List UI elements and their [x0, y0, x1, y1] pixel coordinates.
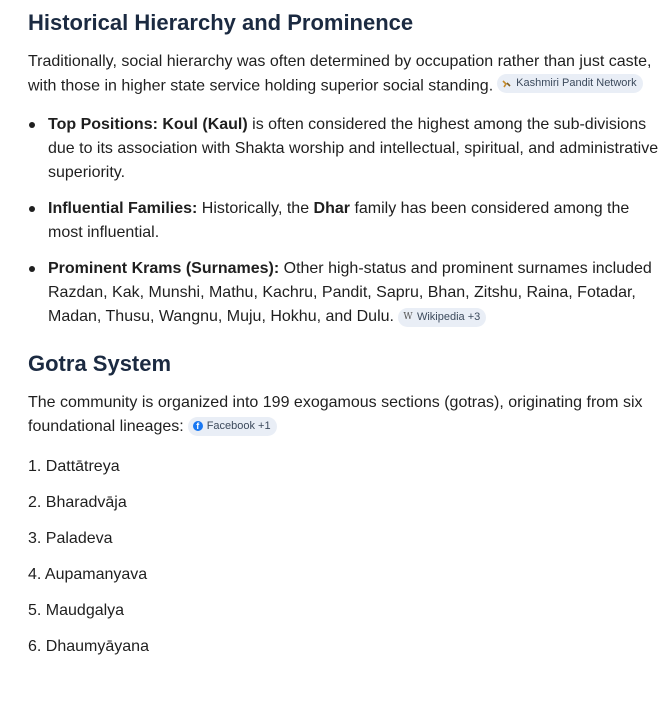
- section-heading-gotra: Gotra System: [28, 350, 172, 376]
- list-item: 4. Aupamanyava: [28, 565, 148, 583]
- bullet-text: Other high-status and prominent surnames included Razdan, Kak, Munshi, Mathu, Kachru, Pandit, Sapru, Bhan, Zitshu, Raina, Fotadar, Madan, Thusu, Wangnu, Muju, Hokhu, and Dulu.: [48, 259, 652, 325]
- lineage-list: [28, 455, 660, 659]
- list-item: 6. Dhaumyāyana: [28, 637, 149, 655]
- hierarchy-list: [28, 113, 660, 329]
- list-item: [28, 197, 660, 245]
- source-chip-wikipedia[interactable]: [398, 308, 486, 327]
- bullet-label: Top Positions:: [48, 115, 158, 133]
- bullet-label: Prominent Krams (Surnames):: [48, 259, 280, 277]
- bullet-strong: Koul (Kaul): [162, 115, 248, 133]
- bullet-strong: Dhar: [313, 199, 350, 217]
- list-item: [28, 113, 660, 185]
- source-chip-label: Kashmiri Pandit Network: [516, 77, 637, 89]
- bullet-label: Influential Families:: [48, 199, 198, 217]
- bullet-text: Historically, the: [197, 199, 314, 217]
- source-chip-label: Wikipedia +3: [416, 310, 481, 323]
- source-chip-facebook[interactable]: [188, 417, 277, 436]
- wikipedia-icon: W: [403, 311, 413, 322]
- article: [28, 8, 660, 671]
- gotra-intro: [28, 391, 660, 439]
- facebook-icon: f: [193, 421, 203, 431]
- list-item: [28, 257, 660, 329]
- gotra-intro-text: The community is organized into 199 exogamous sections (gotras), originating from six foundational lineages:: [28, 393, 643, 435]
- list-item: 1. Dattātreya: [28, 457, 120, 475]
- source-chip-kashmiri-pandit-network[interactable]: [497, 74, 642, 93]
- kashmiri-pandit-network-icon: [502, 79, 512, 89]
- list-item: 2. Bharadvāja: [28, 493, 127, 511]
- list-item: 3. Paladeva: [28, 529, 113, 547]
- bullet-text: family has been considered among the most influential.: [48, 199, 630, 241]
- hierarchy-intro: [28, 50, 660, 99]
- list-item: 5. Maudgalya: [28, 601, 125, 619]
- hierarchy-intro-text: Traditionally, social hierarchy was often determined by occupation rather than just caste, with those in higher state service holding superior social standing.: [28, 53, 652, 95]
- bullet-text: is often considered the highest among the sub-divisions due to its association with Shakta worship and intellectual, spiritual, and administrative superiority.: [48, 115, 659, 181]
- source-chip-label: Facebook +1: [206, 419, 271, 432]
- section-heading-hierarchy: Historical Hierarchy and Prominence: [28, 10, 414, 35]
